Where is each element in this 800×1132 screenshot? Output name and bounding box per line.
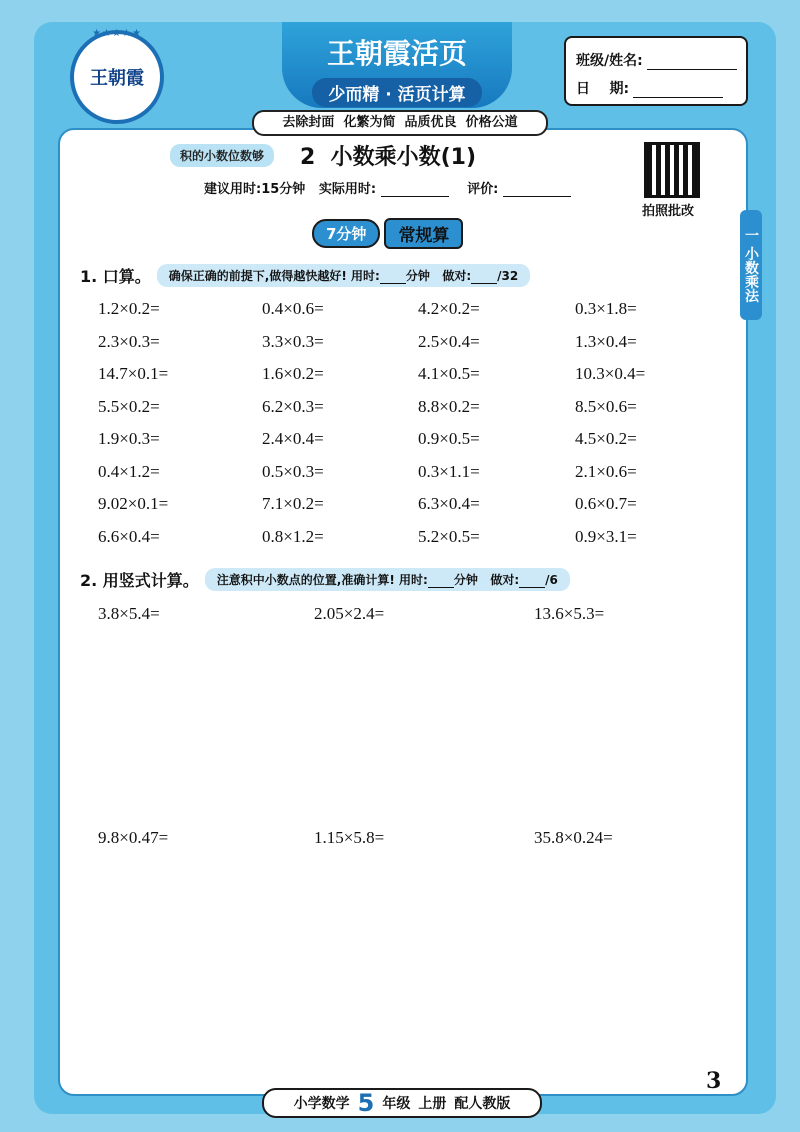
- lesson-title: 2 小数乘小数(1): [300, 145, 477, 170]
- footer-grade-number: 5: [357, 1089, 375, 1117]
- question-1-total: /32: [497, 269, 519, 283]
- oral-calc-item: 5.5×0.2=: [98, 396, 160, 416]
- slogan: 去除封面 化繁为简 品质优良 价格公道: [252, 110, 548, 136]
- oral-calc-item: 4.5×0.2=: [575, 429, 637, 448]
- footer-subject: 小学数学: [293, 1096, 350, 1112]
- oral-calc-item: 0.9×3.1=: [575, 526, 637, 546]
- oral-calc-item: 0.4×0.6=: [262, 299, 324, 318]
- question-2-total: /6: [545, 573, 558, 587]
- vertical-calc-item: 9.8×0.47=: [98, 828, 169, 847]
- lesson-tagline: 积的小数位数够: [170, 144, 274, 167]
- vertical-calc-item: 35.8×0.24=: [534, 828, 613, 847]
- oral-calc-item: 2.1×0.6=: [575, 461, 637, 481]
- oral-calc-item: 6.6×0.4=: [98, 526, 160, 546]
- question-2-note: [205, 568, 570, 591]
- class-name-field[interactable]: [647, 55, 737, 70]
- oral-calc-item: 8.8×0.2=: [418, 396, 480, 416]
- vertical-calc-item: 13.6×5.3=: [534, 604, 605, 623]
- oral-calc-item: 0.4×1.2=: [98, 461, 160, 481]
- footer-grade: 年级: [382, 1096, 411, 1112]
- footer-volume: 上册: [418, 1096, 447, 1112]
- oral-calc-item: 3.3×0.3=: [262, 331, 324, 351]
- oral-calc-item: 1.3×0.4=: [575, 331, 637, 351]
- brand-banner: [282, 22, 512, 108]
- oral-calc-item: 6.3×0.4=: [418, 494, 480, 513]
- banner-subtitle: 少而精 · 活页计算: [312, 78, 481, 107]
- oral-calc-item: 0.8×1.2=: [262, 526, 324, 546]
- timing-row: [204, 178, 585, 197]
- footer-edition: 配人教版: [454, 1096, 511, 1112]
- star-icons: ★★★★★: [92, 28, 142, 39]
- date-label: 日 期:: [576, 81, 630, 97]
- actual-time-field[interactable]: [381, 184, 449, 197]
- oral-calc-item: 0.9×0.5=: [418, 429, 480, 448]
- question-2-header: [80, 568, 570, 591]
- oral-calc-item: 5.2×0.5=: [418, 526, 480, 546]
- class-name-label: 班级/姓名:: [576, 53, 643, 69]
- vertical-calc-item: 3.8×5.4=: [98, 604, 160, 623]
- oral-calc-item: 1.2×0.2=: [98, 299, 160, 318]
- oral-calc-grid: [98, 298, 698, 548]
- question-2-note-text: 注意积中小数点的位置,准确计算! 用时:: [216, 573, 428, 587]
- oral-calc-item: 10.3×0.4=: [575, 364, 646, 383]
- question-1-title: 1. 口算。: [80, 267, 151, 286]
- oral-calc-item: 2.4×0.4=: [262, 429, 324, 448]
- oral-calc-item: 1.9×0.3=: [98, 429, 160, 448]
- question-1-minute-text: 分钟 做对:: [405, 269, 472, 283]
- oral-calc-item: 1.6×0.2=: [262, 364, 324, 383]
- oral-calc-item: 2.5×0.4=: [418, 331, 480, 351]
- question-1-header: [80, 264, 530, 287]
- question-1-note-text: 确保正确的前提下,做得越快越好! 用时:: [168, 269, 380, 283]
- section-header: [312, 218, 463, 249]
- qr-code-icon[interactable]: [644, 142, 700, 198]
- oral-calc-item: 0.3×1.8=: [575, 299, 637, 318]
- question-1-note: [157, 264, 530, 287]
- page-number: 3: [706, 1068, 722, 1094]
- question-2-time-field[interactable]: [428, 575, 454, 588]
- oral-calc-item: 9.02×0.1=: [98, 494, 169, 513]
- vertical-calc-item: 1.15×5.8=: [314, 828, 385, 847]
- oral-calc-item: 6.2×0.3=: [262, 396, 324, 416]
- student-info-box: [564, 36, 748, 106]
- footer-badge: [262, 1088, 542, 1118]
- brand-logo: [70, 30, 164, 124]
- oral-calc-item: 0.5×0.3=: [262, 461, 324, 481]
- oral-calc-item: 2.3×0.3=: [98, 331, 160, 351]
- vertical-calc-item: 2.05×2.4=: [314, 604, 385, 623]
- oral-calc-item: 4.1×0.5=: [418, 364, 480, 383]
- oral-calc-item: 14.7×0.1=: [98, 364, 169, 383]
- actual-time-label: 实际用时:: [318, 182, 377, 197]
- question-2-title: 2. 用竖式计算。: [80, 571, 199, 590]
- qr-label: 拍照批改: [642, 204, 695, 219]
- suggested-time: 建议用时:15分钟: [204, 182, 306, 197]
- evaluation-field[interactable]: [503, 184, 571, 197]
- oral-calc-item: 7.1×0.2=: [262, 494, 324, 513]
- oral-calc-item: 0.6×0.7=: [575, 494, 637, 513]
- question-2-minute-text: 分钟 做对:: [453, 573, 520, 587]
- section-time-badge: 7分钟: [312, 219, 380, 248]
- logo-text: 王朝霞: [90, 68, 144, 89]
- date-field[interactable]: [633, 83, 723, 98]
- oral-calc-item: 8.5×0.6=: [575, 396, 637, 416]
- question-1-time-field[interactable]: [380, 271, 406, 284]
- section-name: 常规算: [384, 218, 463, 249]
- question-1-score-field[interactable]: [471, 271, 497, 284]
- oral-calc-item: 0.3×1.1=: [418, 461, 480, 481]
- oral-calc-item: 4.2×0.2=: [418, 299, 480, 318]
- question-2-score-field[interactable]: [519, 575, 545, 588]
- chapter-side-tab: 一 小数乘法: [740, 210, 762, 320]
- banner-title: 王朝霞活页: [326, 37, 467, 70]
- evaluation-label: 评价:: [467, 182, 499, 197]
